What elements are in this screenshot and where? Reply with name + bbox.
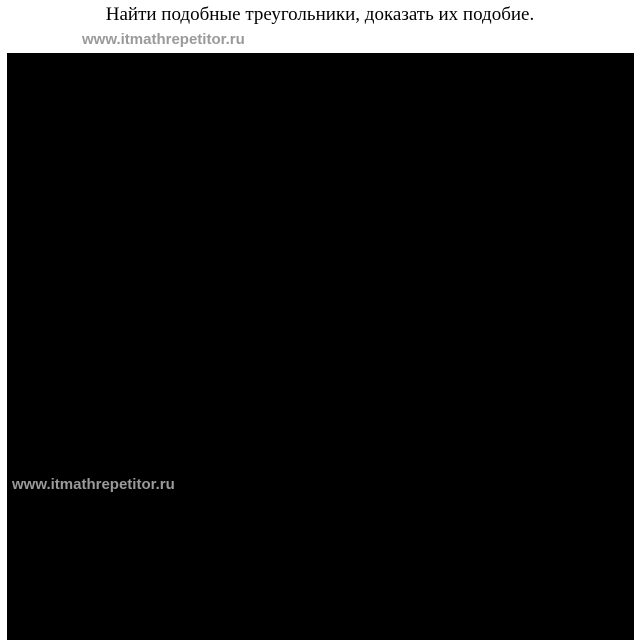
problem-9-number: 9	[433, 456, 442, 475]
vertex-d-label: D	[279, 591, 289, 606]
altitude-bd-label: 12	[76, 559, 91, 574]
vertex-d-label: D	[308, 408, 318, 423]
segment-ad-label: 7	[275, 408, 283, 423]
given-formula: AB · BK = CB · BP.	[446, 622, 548, 637]
side-pm-label: 32	[433, 151, 448, 166]
vertex-b-label: B	[288, 285, 298, 300]
vertex-a-label: A	[226, 230, 236, 245]
side-bc-label: 8	[101, 284, 109, 299]
vertex-c-label: C	[606, 580, 616, 595]
side-pk-label: 5	[181, 180, 189, 195]
vertex-m-label: M	[440, 234, 451, 249]
side-ab-label: 12	[27, 337, 42, 352]
vertex-c-label: C	[334, 627, 344, 640]
vertex-b-label: B	[88, 491, 98, 506]
angle-b-label: 35°	[56, 150, 73, 162]
side-fn-label: 3	[580, 234, 588, 249]
vertex-f-label: F	[551, 234, 559, 249]
vertex-e-label: E	[532, 234, 541, 249]
vertex-k-label: K	[191, 230, 201, 245]
side-mp-label: 4	[131, 180, 139, 195]
vertex-a-label: A	[16, 406, 26, 421]
vertex-b-label: B	[268, 86, 278, 101]
vertex-a-label: A	[442, 580, 452, 595]
side-bc-label: 10	[90, 167, 105, 182]
side-bc-label: 18	[144, 543, 159, 558]
side-dn-label: 5	[590, 188, 598, 203]
side-dc-label: 9	[307, 616, 315, 631]
problem-8-number: 8	[222, 456, 231, 475]
vertex-m-label: M	[121, 230, 132, 245]
vertex-b-label: B	[498, 459, 508, 474]
vertex-b-label: B	[500, 286, 510, 301]
vertex-b-label: B	[60, 101, 70, 116]
segment-bc-label: 4	[520, 305, 528, 320]
angle-b-label: 25°	[264, 140, 281, 152]
segment-cd-label: 12	[570, 349, 585, 364]
vertex-a-label: A	[14, 616, 24, 631]
watermark-top: www.itmathrepetitor.ru	[82, 31, 245, 48]
problem-7-number: 7	[16, 456, 25, 475]
side-bc-label: 12	[341, 334, 356, 349]
problem-3-number: 3	[433, 65, 442, 84]
vertex-e-label: E	[398, 230, 407, 245]
side-ad-label: 20	[254, 540, 269, 555]
side-cb-label: 10	[374, 613, 389, 628]
vertex-p-label: P	[547, 500, 556, 515]
vertex-c-label: C	[310, 229, 320, 244]
side-ad-label: 27	[94, 385, 109, 400]
vertex-k-label: K	[457, 536, 467, 551]
vertex-n-label: N	[607, 234, 617, 249]
diagonal-ac-label: 18	[80, 329, 95, 344]
segment-dc-label: 24	[138, 615, 153, 630]
vertex-p-label: P	[451, 72, 460, 87]
vertex-c-label: C	[538, 319, 548, 334]
side-df-label: 4	[550, 188, 558, 203]
side-ab-label: 8	[32, 167, 40, 182]
grid-frame	[7, 53, 634, 640]
vertex-a-label: A	[234, 408, 244, 423]
vertex-n-label: N	[366, 122, 376, 137]
vertex-c-label: C	[194, 616, 204, 631]
angle-p-label: 35°	[151, 179, 168, 191]
segment-dc-label: 9	[351, 408, 359, 423]
vertex-d-label: D	[195, 406, 205, 421]
angle-n-label: 25°	[364, 170, 381, 182]
vertex-a-label: A	[442, 408, 452, 423]
vertex-b-label: B	[56, 290, 66, 305]
problem-2-number: 2	[222, 62, 231, 81]
side-ab-label: 8	[463, 351, 471, 366]
vertex-d-label: D	[88, 616, 98, 631]
grid-outer-border	[7, 53, 634, 640]
vertex-p-label: P	[155, 128, 164, 143]
page-title: Найти подобные треугольники, доказать их подобие.	[105, 4, 535, 25]
vertex-d-label: D	[558, 132, 568, 147]
side-me-label: 24	[486, 234, 501, 249]
side-ab-label: 36	[336, 535, 351, 550]
vertex-c-label: C	[102, 230, 112, 245]
problem-5-number: 5	[222, 265, 231, 284]
problem-6-number: 6	[433, 265, 442, 284]
vertex-b-label: B	[402, 591, 412, 606]
vertex-c-label: C	[398, 408, 408, 423]
vertex-f-label: F	[338, 230, 346, 245]
side-ab-label: 16	[43, 543, 58, 558]
vertex-a-label: A	[14, 230, 24, 245]
vertex-d-label: D	[605, 408, 615, 423]
problem-1-number: 1	[16, 62, 25, 81]
given-label: Дано:	[446, 607, 478, 622]
problem-4-number: 4	[16, 267, 25, 286]
vertex-c-label: C	[152, 278, 162, 293]
side-db-label: 18	[330, 579, 345, 594]
side-cd-label: 12	[174, 337, 189, 352]
side-pe-label: 40	[497, 151, 512, 166]
vertex-a-label: A	[240, 469, 250, 484]
watermark-mid: www.itmathrepetitor.ru	[12, 476, 175, 493]
